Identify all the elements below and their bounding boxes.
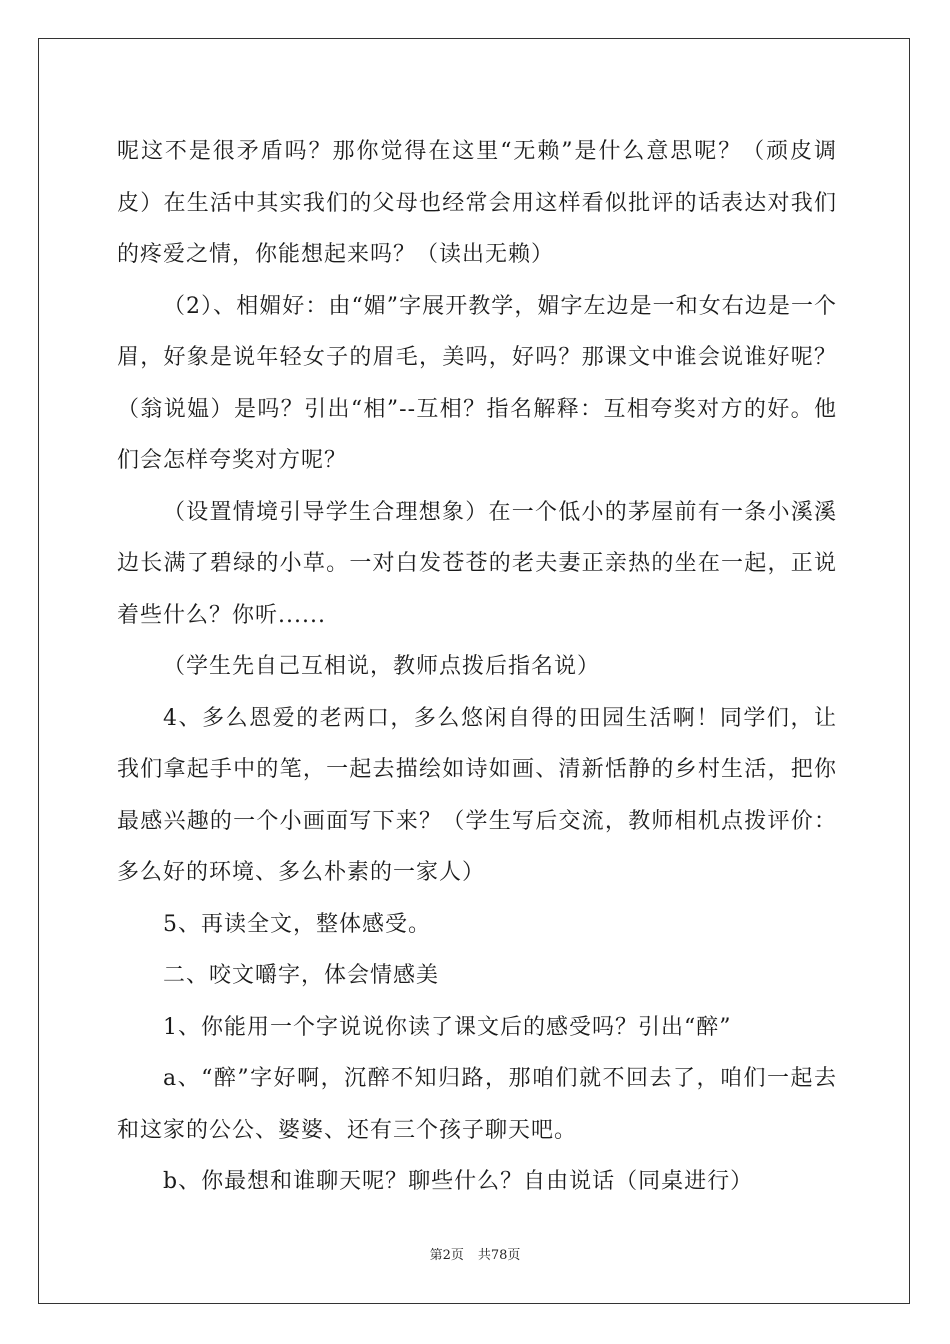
paragraph: （2）、相媚好：由“媚”字展开教学，媚字左边是一和女右边是一个眉，好象是说年轻女子的眉毛，美吗，好吗？那课文中谁会说谁好呢？（翁说媪）是吗？引出“相”--互相？指名解释：互相夸奖对方的好。他们会怎样夸奖对方呢？ [117,293,837,473]
paragraph: a、“醉”字好啊，沉醉不知归路，那咱们就不回去了，咱们一起去和这家的公公、婆婆、还有三个孩子聊天吧。 [117,1066,837,1143]
paragraph: b、你最想和谁聊天呢？聊些什么？自由说话（同桌进行） [163,1169,754,1194]
page-total: 共78页 [477,1248,521,1263]
paragraph: 5、再读全文，整体感受。 [163,911,431,937]
paragraph: 1、你能用一个字说说你读了课文后的感受吗？引出“醉” [163,1014,732,1040]
section-heading: 二、咬文嚼字，体会情感美 [163,963,440,988]
document-body [117,126,837,1208]
paragraph: （学生先自己互相说，教师点拨后指名说） [163,654,601,679]
paragraph: 呢这不是很矛盾吗？那你觉得在这里“无赖”是什么意思呢？（顽皮调皮）在生活中其实我们的父母也经常会用这样看似批评的话表达对我们的疼爱之情，你能想起来吗？（读出无赖） [117,139,837,267]
page-number: 第2页 [429,1248,464,1263]
paragraph: （设置情境引导学生合理想象）在一个低小的茅屋前有一条小溪溪边长满了碧绿的小草。一对白发苍苍的老夫妻正亲热的坐在一起，正说着些什么？你听...... [117,499,837,628]
page-footer [0,1244,950,1263]
paragraph: 4、多么恩爱的老两口，多么悠闲自得的田园生活啊！同学们，让我们拿起手中的笔，一起去描绘如诗如画、清新恬静的乡村生活，把你最感兴趣的一个小画面写下来？（学生写后交流，教师相机点拨评价：多么好的环境、多么朴素的一家人） [117,705,837,885]
